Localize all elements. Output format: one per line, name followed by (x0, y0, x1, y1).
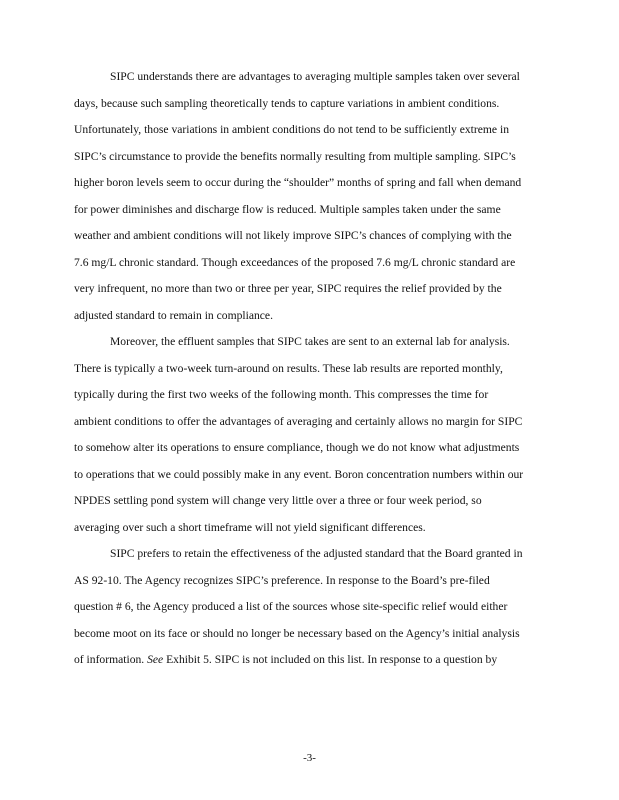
document-body (74, 64, 550, 674)
paragraph-2-line: to somehow alter its operations to ensure compliance, though we do not know what adjustments (74, 441, 520, 454)
paragraph-1-line: days, because such sampling theoretically tends to capture variations in ambient conditions. (74, 96, 500, 110)
paragraph-1-line: weather and ambient conditions will not likely improve SIPC’s chances of complying with the (74, 229, 512, 242)
paragraph-1-line: SIPC understands there are advantages to averaging multiple samples taken over several (110, 70, 520, 83)
paragraph-2-line: typically during the first two weeks of the following month. This compresses the time for (74, 388, 489, 401)
paragraph-1-line: for power diminishes and discharge flow is reduced. Multiple samples taken under the same (74, 202, 501, 216)
paragraph-3-line: question # 6, the Agency produced a list of the sources whose site-specific relief would either (74, 600, 508, 613)
paragraph-3-last-line-end: Exhibit 5. SIPC is not included on this list. In response to a question by (163, 653, 498, 666)
paragraph-2-line: There is typically a two-week turn-around on results. These lab results are reported monthly, (74, 361, 503, 375)
paragraph-3-last-line (74, 647, 550, 674)
paragraph-2-line: NPDES settling pond system will change very little over a three or four week period, so (74, 494, 482, 507)
paragraph-2-line: averaging over such a short timeframe will not yield significant differences. (74, 520, 426, 534)
paragraph-1-line: Unfortunately, those variations in ambient conditions do not tend to be sufficiently extreme in (74, 123, 509, 136)
citation-signal: See (147, 653, 164, 666)
paragraph-2-line: ambient conditions to offer the advantages of averaging and certainly allows no margin for SIPC (74, 414, 523, 428)
paragraph-1-line: SIPC’s circumstance to provide the benefits normally resulting from multiple sampling. SIPC’s (74, 149, 516, 163)
paragraph-1-line: adjusted standard to remain in compliance. (74, 308, 273, 322)
paragraph-3-last-line-start: of information. (74, 653, 148, 666)
paragraph-2-line: Moreover, the effluent samples that SIPC takes are sent to an external lab for analysis. (110, 335, 510, 348)
paragraph-3-line: AS 92-10. The Agency recognizes SIPC’s preference. In response to the Board’s pre-filed (74, 573, 490, 587)
paragraph-2-line: to operations that we could possibly make in any event. Boron concentration numbers within our (74, 467, 524, 481)
paragraph-3-line: SIPC prefers to retain the effectiveness of the adjusted standard that the Board granted in (110, 547, 523, 560)
paragraph-1-line: 7.6 mg/L chronic standard. Though exceedances of the proposed 7.6 mg/L chronic standard are (74, 255, 516, 269)
paragraph-3-line: become moot on its face or should no longer be necessary based on the Agency’s initial analysis (74, 626, 520, 640)
paragraph-1-line: higher boron levels seem to occur during the “shoulder” months of spring and fall when demand (74, 176, 522, 189)
paragraph-1-line: very infrequent, no more than two or three per year, SIPC requires the relief provided by the (74, 282, 502, 295)
page-number: -3- (303, 752, 316, 764)
